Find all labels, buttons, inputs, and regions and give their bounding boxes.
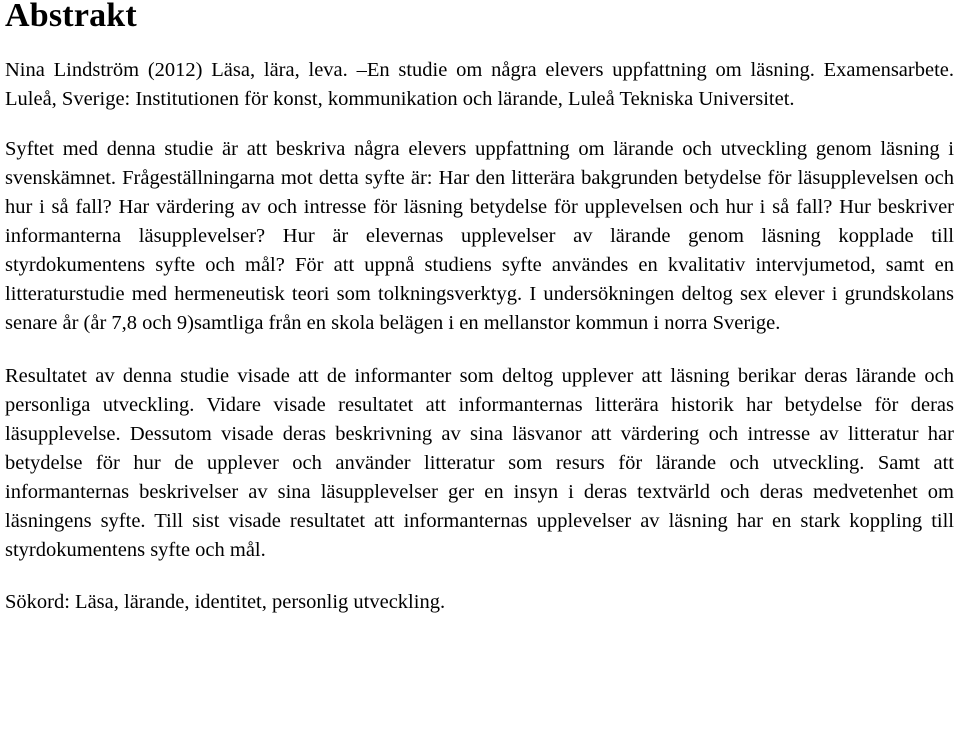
abstract-heading: Abstrakt [5, 0, 137, 34]
results-paragraph: Resultatet av denna studie visade att de informanter som deltog upplever att läsning berikar deras lärande och personliga utveckling. Vidare visade resultatet att informanternas litterära historik har betydelse för deras läsupplevelse. Dessutom visade deras beskrivning av sina läsvanor att värdering och intresse av litteratur har betydelse för hur de upplever och använder litteratur som resurs för lärande och utveckling. Samt att informanternas beskrivelser av sina läsupplevelser ger en insyn i deras textvärld och deras medvetenhet om läsningens syfte. Till sist visade resultatet att informanternas upplevelser av läsning har en stark koppling till styrdokumentens syfte och mål. [5, 365, 954, 561]
purpose-paragraph: Syftet med denna studie är att beskriva några elevers uppfattning om lärande och utveckling genom läsning i svenskämnet. Frågeställningarna mot detta syfte är: Har den litterära bakgrunden betydelse för läsupplevelsen och hur i så fall? Har värdering av och intresse för läsning betydelse för upplevelsen och hur i så fall? Hur beskriver informanterna läsupplevelser? Hur är elevernas upplevelser av lärande genom läsning kopplade till styrdokumentens syfte och mål? För att uppnå studiens syfte användes en kvalitativ intervjumetod, samt en litteraturstudie med hermeneutisk teori som tolkningsverktyg. I undersökningen deltog sex elever i grundskolans senare år (år 7,8 och 9)samtliga från en skola belägen i en mellanstor kommun i norra Sverige. [5, 138, 954, 334]
citation-paragraph: Nina Lindström (2012) Läsa, lära, leva. –En studie om några elevers uppfattning om läsning. Examensarbete. Luleå, Sverige: Institutionen för konst, kommunikation och lärande, Luleå Tekniska Universitet. [5, 59, 954, 110]
keywords-line: Sökord: Läsa, lärande, identitet, personlig utveckling. [5, 591, 446, 613]
